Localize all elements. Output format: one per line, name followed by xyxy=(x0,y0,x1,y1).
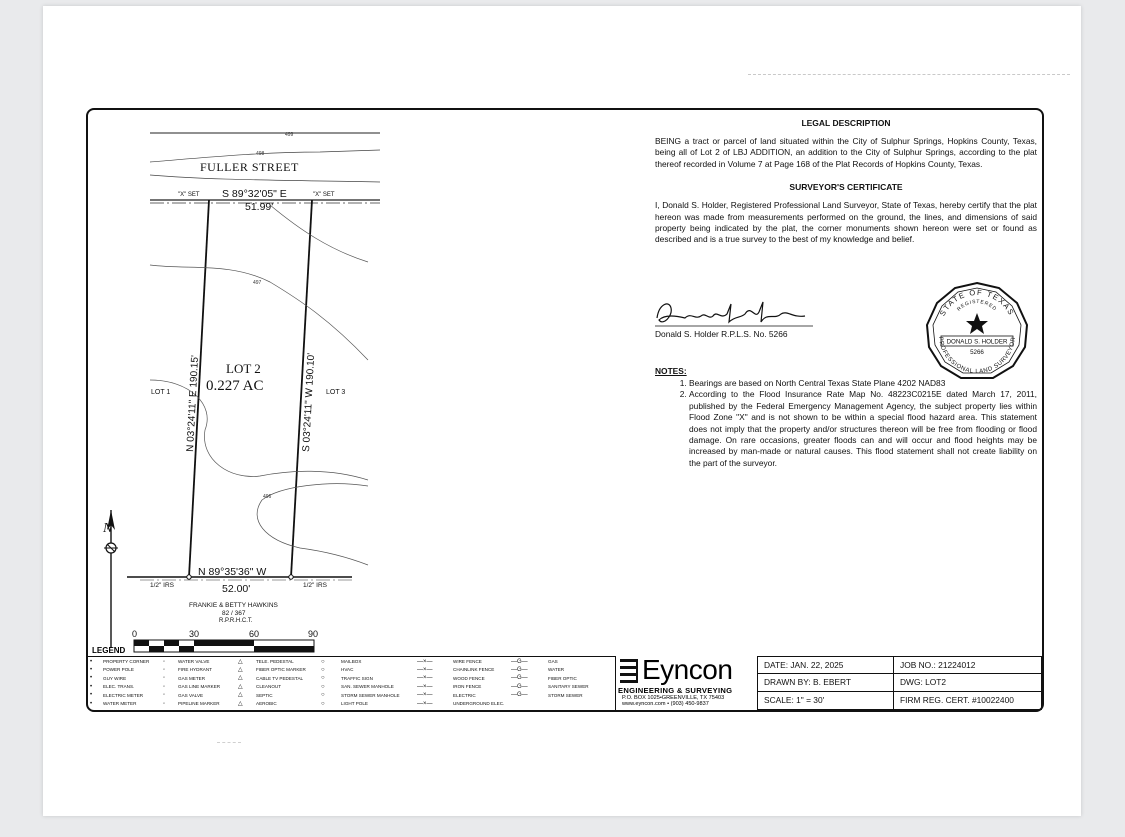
legend-symbol-icon: ◦ xyxy=(163,658,166,665)
legend-item: CHAINLINK FENCE xyxy=(453,667,495,673)
contour-line xyxy=(270,205,368,262)
signature-caption: Donald S. Holder R.P.L.S. No. 5266 xyxy=(655,329,788,339)
east-line-bearing: S 03°24'11" W 190.10' xyxy=(301,352,318,453)
south-bearing: N 89°35'36" W xyxy=(198,566,267,578)
drawn-by-field: DRAWN BY: B. EBERT xyxy=(758,674,894,692)
legend-item: STORM SEWER xyxy=(548,692,583,698)
legend-item: LIGHT POLE xyxy=(341,701,368,706)
legend-item: ELECTRIC xyxy=(453,692,476,698)
adjoiner-reference: R.P.R.H.C.T. xyxy=(219,618,253,624)
x-set-right-label: "X" SET xyxy=(313,192,335,198)
legend-symbol-icon: △ xyxy=(238,683,243,690)
legend-symbol-icon: ○ xyxy=(321,692,325,699)
contour-label: 498 xyxy=(256,151,265,157)
lot-area: 0.227 AC xyxy=(206,378,264,394)
company-web-phone: www.eyncon.com • (903) 450-9837 xyxy=(622,701,709,707)
legend-symbol-icon: ○ xyxy=(321,700,325,707)
seal-state-text: STATE OF TEXAS xyxy=(937,287,1017,318)
legend-item: ELEC. TRANS. xyxy=(103,684,135,690)
legend-symbol-icon: —×— xyxy=(417,700,433,707)
irs-left-label: 1/2" IRS xyxy=(150,582,174,589)
legend-symbol-icon: —G— xyxy=(511,675,528,682)
legend-item: TRAFFIC SIGN xyxy=(341,675,373,681)
title-block xyxy=(758,656,1042,710)
contour-label: 496 xyxy=(263,494,272,500)
legend-item: MAILBOX xyxy=(341,659,362,664)
legend-item: IRON FENCE xyxy=(453,684,482,690)
adjoiner-owner: FRANKIE & BETTY HAWKINS xyxy=(189,602,278,609)
legend-symbol-icon: • xyxy=(90,692,93,699)
legend-item: FIBER OPTIC MARKER xyxy=(256,667,306,673)
legend-item: GAS LINE MARKER xyxy=(178,684,221,690)
notes-list xyxy=(655,378,1037,469)
legend-symbol-icon: —G— xyxy=(511,658,528,665)
legend-symbol-icon: △ xyxy=(238,675,243,682)
legend-symbol-icon: —×— xyxy=(417,666,433,673)
legend-symbol-icon: ○ xyxy=(321,658,325,665)
note-item: 2. According to the Flood Insurance Rate Map No. 48223C0215E dated March 17, 2011, published by the Federal Emergency Management Agency, the subject property lies within Flood Zone "X" and is not shown to be within a special flood hazard area. This statement does not imply that the property and/or structures thereon will be free from flooding or flood damage. On rare occasions, greater floods can and will occur and flood heights may be increased by man-made or natural causes. This flood statement shall not create liability on the part of the surveyor. xyxy=(689,389,1037,469)
legend-item: AEROBIC xyxy=(256,701,277,706)
legend-symbol-icon: ◦ xyxy=(163,666,166,673)
legend-item: PIPELINE MARKER xyxy=(178,701,220,706)
legend-symbol-icon: ◦ xyxy=(163,675,166,682)
legend-item: GUY WIRE xyxy=(103,675,127,681)
scale-field: SCALE: 1" = 30' xyxy=(758,692,894,710)
faint-mark xyxy=(217,742,241,743)
legend-symbol-icon: △ xyxy=(238,666,243,673)
legend-item: CABLE TV PEDESTAL xyxy=(256,675,304,681)
legend-item: SAN. SEWER MANHOLE xyxy=(341,684,394,690)
scale-tick-label: 30 xyxy=(189,629,200,639)
legend-symbol-icon: △ xyxy=(238,692,243,699)
legend-symbol-icon: ○ xyxy=(321,666,325,673)
west-line-bearing: N 03°24'11" E 190.15' xyxy=(185,354,202,453)
legend-symbol-icon: —G— xyxy=(511,683,528,690)
legend-symbol-icon: —×— xyxy=(417,692,433,699)
irs-right-label: 1/2" IRS xyxy=(303,582,327,589)
legend-item: STORM SEWER MANHOLE xyxy=(341,692,400,698)
legend-item: WIRE FENCE xyxy=(453,659,482,664)
notes-heading: NOTES: xyxy=(655,366,687,376)
legend-symbol-icon: ◦ xyxy=(163,692,166,699)
south-distance: 52.00' xyxy=(222,583,251,595)
legend-item: UNDERGROUND ELEC. xyxy=(453,701,505,706)
legend-symbol-icon: ○ xyxy=(321,675,325,682)
legend-symbol-icon: —×— xyxy=(417,658,433,665)
legend-item: PROPERTY CORNER xyxy=(103,659,150,664)
legend-symbol-icon: ○ xyxy=(321,683,325,690)
seal-number: 5266 xyxy=(970,349,984,356)
contour-line xyxy=(150,175,380,182)
legal-description-section xyxy=(655,118,1037,258)
north-arrow-icon xyxy=(102,510,118,648)
legend-item: POWER POLE xyxy=(103,667,134,673)
plat-drawing xyxy=(88,110,388,658)
legend-symbol-icon: • xyxy=(90,675,93,682)
faint-header-line xyxy=(748,74,1070,77)
seal-name: DONALD S. HOLDER xyxy=(946,338,1008,346)
scale-tick-label: 60 xyxy=(249,629,260,639)
contour-line xyxy=(257,484,368,565)
north-letter: N xyxy=(103,521,113,536)
legend-item: TELE. PEDESTAL xyxy=(256,659,294,664)
north-bearing: S 89°32'05" E xyxy=(222,188,287,200)
legend-item: CLEANOUT xyxy=(256,684,282,690)
firm-registration-field: FIRM REG. CERT. #10022400 xyxy=(894,692,1042,710)
surveyor-certificate-text: I, Donald S. Holder, Registered Professional Land Surveyor, State of Texas, hereby certify that the plat hereon was made from measurements performed on the ground, the lines, and dimensions of said property being indicated by the plat, the corner monuments shown hereon were set or found as described and is a true survey to the best of my knowledge and belief. xyxy=(655,200,1037,245)
dwg-field: DWG: LOT2 xyxy=(894,674,1042,692)
contour-label: 497 xyxy=(253,280,262,286)
north-distance: 51.99' xyxy=(245,201,274,213)
legend-symbol-icon: ◦ xyxy=(163,700,166,707)
job-number-field: JOB NO.: 21224012 xyxy=(894,656,1042,674)
company-logo-block xyxy=(618,656,758,710)
legend-symbol-icon: —G— xyxy=(511,692,528,699)
legend-symbol-icon: • xyxy=(90,666,93,673)
scale-tick-label: 0 xyxy=(132,629,138,639)
contour-label: 499 xyxy=(285,132,294,138)
legend-item: SANITARY SEWER xyxy=(548,684,589,690)
legend-item: FIRE HYDRANT xyxy=(178,667,212,673)
scale-tick-label: 90 xyxy=(308,629,319,639)
company-name: Eyncon xyxy=(642,654,733,685)
legal-description-heading: LEGAL DESCRIPTION xyxy=(801,118,891,128)
legend-item: ELECTRIC METER xyxy=(103,692,144,698)
legend-symbol-icon: • xyxy=(90,658,93,665)
notes-section xyxy=(655,366,1037,469)
iron-rod-marker xyxy=(289,575,293,579)
lot-label: LOT 2 xyxy=(226,361,261,376)
surveyor-signature xyxy=(655,298,815,328)
lot-3-label: LOT 3 xyxy=(326,389,346,396)
legend-symbol-icon: △ xyxy=(238,658,243,665)
legend-symbol-icon: • xyxy=(90,700,93,707)
date-field: DATE: JAN. 22, 2025 xyxy=(758,656,894,674)
surveyor-certificate-heading: SURVEYOR'S CERTIFICATE xyxy=(789,182,903,193)
seal-registered-text: REGISTERED xyxy=(956,298,998,313)
legend-symbol-icon: ◦ xyxy=(163,683,166,690)
scale-bar xyxy=(132,629,318,652)
legend-item: GAS METER xyxy=(178,675,206,681)
legend-item: HVAC xyxy=(341,667,354,673)
legend-item: WATER METER xyxy=(103,701,137,706)
legend-item: WATER xyxy=(548,667,565,673)
legend-title: LEGEND xyxy=(92,646,126,655)
legend-symbol-icon: △ xyxy=(238,700,243,707)
iron-rod-marker xyxy=(187,575,191,579)
legal-description-text: BEING a tract or parcel of land situated within the City of Sulphur Springs, Hopkins County, Texas, being all of Lot 2 of LBJ ADDITION, an addition to the City of Sulphur Springs, according to the plat thereof recorded in Volume 7 at Page 168 of the Plat Records of Hopkins County, Texas. xyxy=(655,136,1037,169)
legend-symbol-icon: —G— xyxy=(511,666,528,673)
seal-profession-text: PROFESSIONAL LAND SURVEYOR xyxy=(936,336,1018,376)
legend-symbol-icon: —×— xyxy=(417,675,433,682)
legend-item: WATER VALVE xyxy=(178,659,210,664)
eyncon-logo-icon xyxy=(619,658,639,686)
street-name: FULLER STREET xyxy=(200,160,299,174)
legend-symbol-icon: • xyxy=(90,683,93,690)
legend-item: SEPTIC xyxy=(256,692,273,698)
legend-item: FIBER OPTIC xyxy=(548,675,577,681)
legend-item: GAS VALVE xyxy=(178,692,204,698)
note-item: 1. Bearings are based on North Central Texas State Plane 4202 NAD83 xyxy=(689,378,1037,389)
x-set-left-label: "X" SET xyxy=(178,192,200,198)
company-address: P.O. BOX 1025•GREENVILLE, TX 75403 xyxy=(622,695,725,701)
legend-item: GAS xyxy=(548,659,558,664)
company-tagline: ENGINEERING & SURVEYING xyxy=(618,686,733,695)
adjoiner-record: 82 / 367 xyxy=(222,610,246,617)
legend-item: WOOD FENCE xyxy=(453,675,485,681)
legend-symbol-icon: —×— xyxy=(417,683,433,690)
lot-1-label: LOT 1 xyxy=(151,389,171,396)
